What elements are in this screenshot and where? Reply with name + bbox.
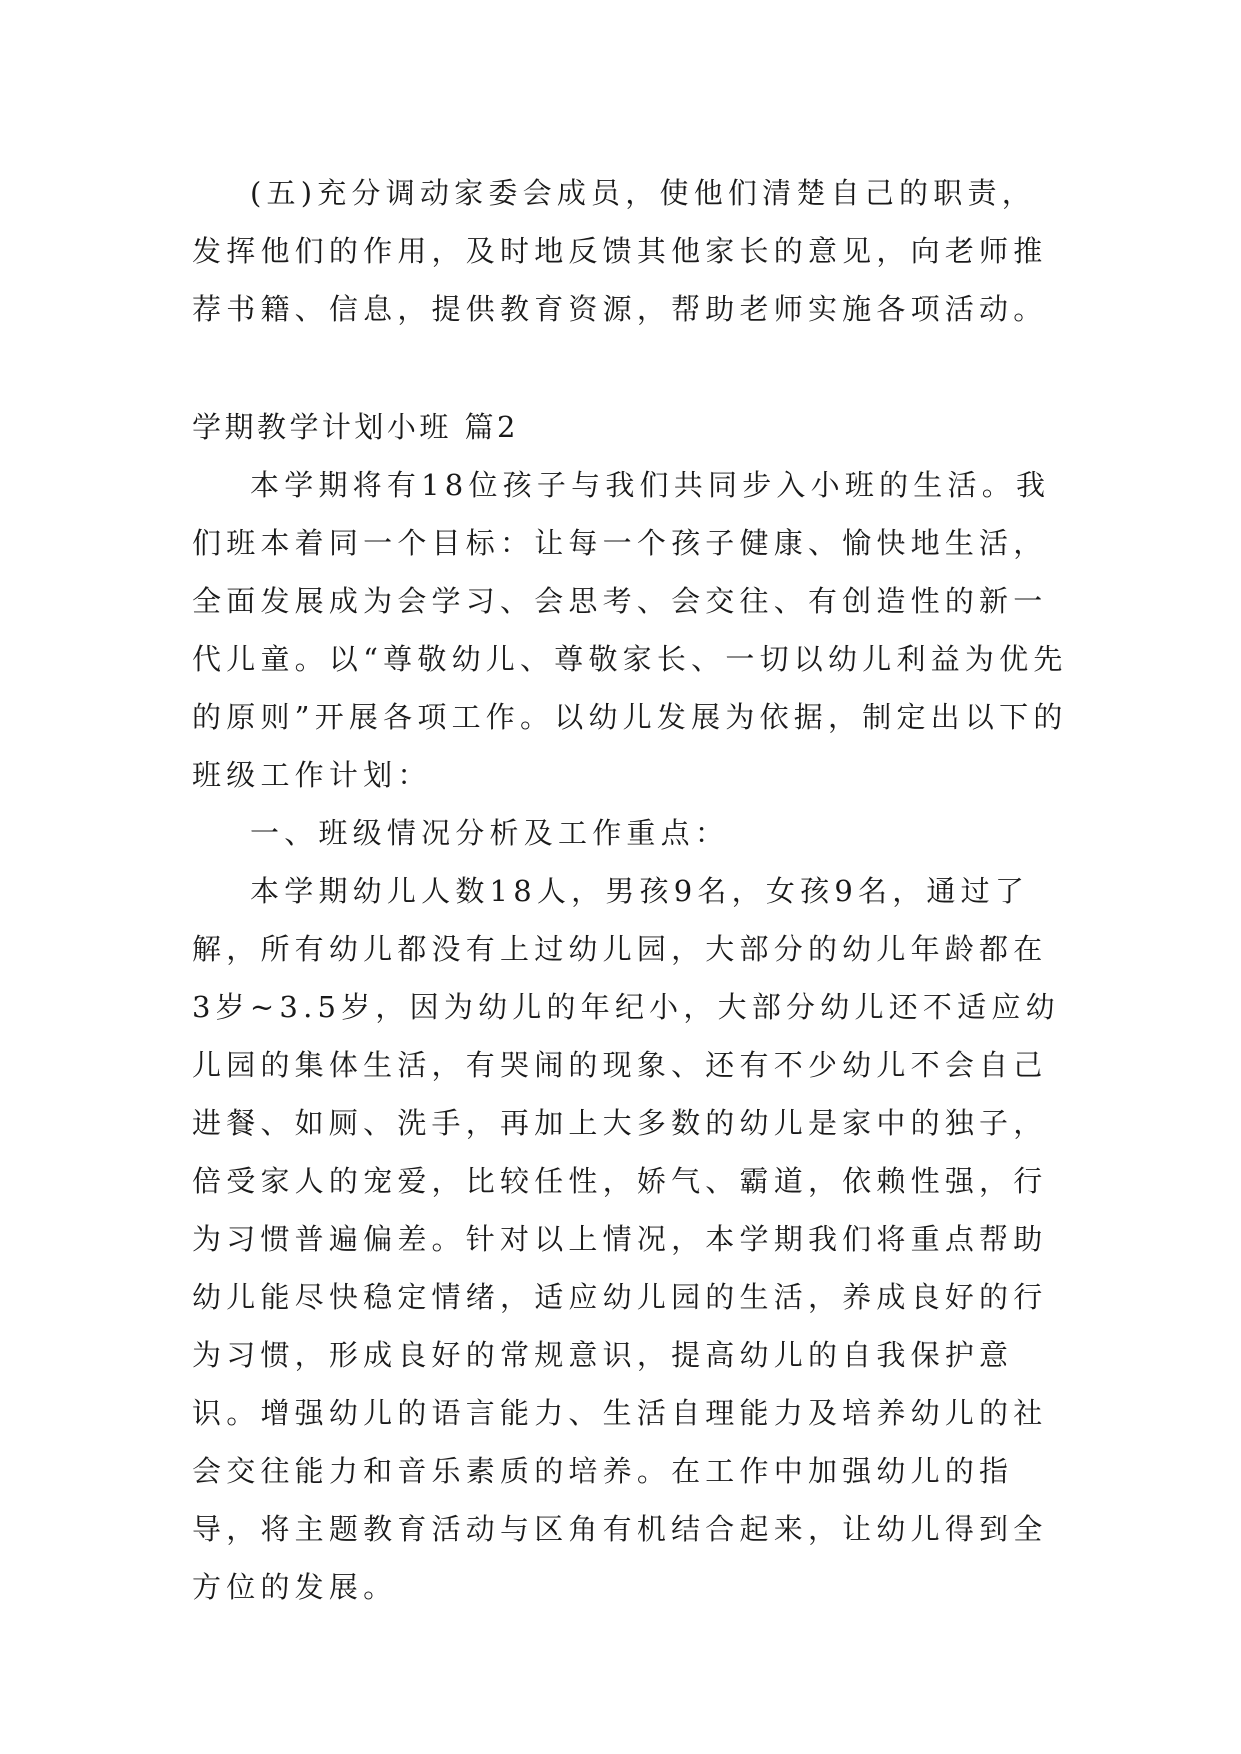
paragraph-intro: 本学期将有18位孩子与我们共同步入小班的生活。我们班本着同一个目标：让每一个孩子健康、愉快地生活，全面发展成为会学习、会思考、会交往、有创造性的新一代儿童。以“尊敬幼儿、尊敬家长、一切以幼儿利益为优先的原则”开展各项工作。以幼儿发展为依据，制定出以下的班级工作计划： (192, 468, 1068, 792)
paragraph-class-analysis: 本学期幼儿人数18人，男孩9名，女孩9名，通过了解，所有幼儿都没有上过幼儿园，大部分的幼儿年龄都在3岁~3.5岁，因为幼儿的年纪小，大部分幼儿还不适应幼儿园的集体生活，有哭闹的现象、还有不少幼儿不会自己进餐、如厕、洗手，再加上大多数的幼儿是家中的独子，倍受家人的宠爱，比较任性，娇气、霸道，依赖性强，行为习惯普遍偏差。针对以上情况，本学期我们将重点帮助幼儿能尽快稳定情绪，适应幼儿园的生活，养成良好的行为习惯，形成良好的常规意识，提高幼儿的自我保护意识。增强幼儿的语言能力、生活自理能力及培养幼儿的社会交往能力和音乐素质的培养。在工作中加强幼儿的指导，将主题教育活动与区角有机结合起来，让幼儿得到全方位的发展。 (192, 874, 1060, 1604)
section-title: 学期教学计划小班 篇2 (192, 410, 519, 444)
main-body (192, 456, 1068, 1616)
paragraph-previous-section (192, 164, 1068, 338)
section-title-block (192, 398, 1068, 456)
heading-section-1: 一、班级情况分析及工作重点： (250, 816, 730, 850)
paragraph-family-committee: (五)充分调动家委会成员，使他们清楚自己的职责，发挥他们的作用，及时地反馈其他家长的意见，向老师推荐书籍、信息，提供教育资源，帮助老师实施各项活动。 (192, 176, 1048, 326)
